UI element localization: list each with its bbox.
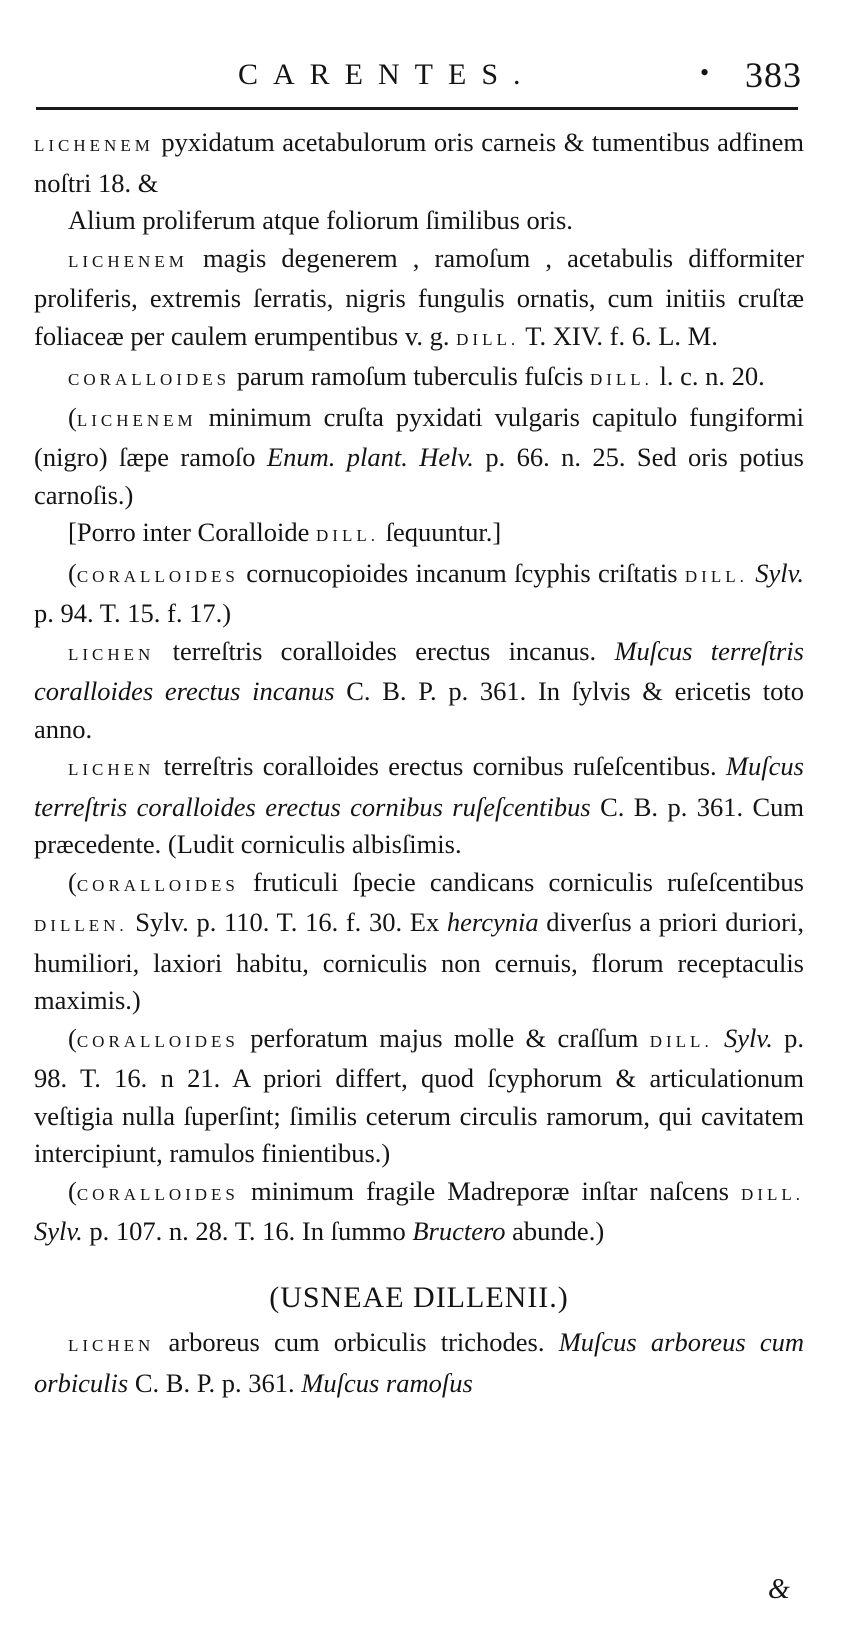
- small-caps-term: LICHENEM: [68, 251, 188, 271]
- text-run: perforatum majus molle & craſſum: [238, 1022, 650, 1053]
- paragraph-p8: [34, 633, 804, 749]
- text-run: T. XIV. f. 6. L. M.: [519, 320, 718, 351]
- small-caps-term: CORALLOIDES: [68, 370, 231, 389]
- text-run: p. 98. T. 16. n 21. A priori differt, quod ſcyphorum & articulationum veſtigia nulla ſuperſint; ſimilis ceterum circulis ramorum, qui cavitatem intercipiunt, ramulos finientibus.): [34, 1022, 805, 1168]
- text-run: parum ramoſum tuberculis fuſcis: [230, 361, 590, 391]
- page-number: 383: [745, 55, 802, 95]
- text-run: (: [68, 401, 77, 432]
- small-caps-term: CORALLOIDES: [76, 875, 239, 895]
- text-run: cornucopioides incanum ſcyphis criſtatis: [238, 557, 685, 588]
- paragraph-p11: [34, 1020, 804, 1173]
- small-caps-term: DILLEN.: [34, 916, 128, 935]
- catchword: &: [768, 1574, 790, 1605]
- text-run: pyxidatum acetabulorum oris carneis & tumentibus adfinem noſtri 18. &: [34, 127, 804, 198]
- header-rule: [36, 107, 798, 110]
- small-caps-term: DILL.: [456, 329, 520, 349]
- text-run: diverſus a priori duriori, humiliori, laxiori habitu, corniculis non cernuis, florum receptaculis maximis.): [34, 907, 804, 1015]
- small-caps-term: CORALLOIDES: [76, 1184, 239, 1204]
- text-run: arboreus cum orbiculis trichodes.: [154, 1327, 559, 1357]
- italic-citation: Sylv.: [724, 1022, 773, 1053]
- italic-citation: Muſcus terreſtris coralloides erectus cornibus ruſeſcentibus: [34, 751, 804, 822]
- paragraph-p9: [34, 748, 804, 864]
- italic-citation: Muſcus arboreus cum orbiculis: [34, 1327, 804, 1398]
- italic-citation: Muſcus ramoſus: [301, 1367, 473, 1398]
- text-run: l. c. n. 20.: [652, 361, 765, 391]
- text-run: terreſtris coralloides erectus incanus.: [154, 635, 615, 666]
- text-run: magis degenerem , ramoſum , acetabulis difformiter proliferis, extremis ſerratis, nigris fungulis ornatis, cum initiis cruſtæ foliaceæ per caulem erumpentibus v. g.: [34, 242, 804, 351]
- small-caps-term: DILL.: [589, 370, 653, 389]
- text-run: [713, 1023, 724, 1053]
- paragraph-p10: [34, 864, 804, 1020]
- paragraph-p1: [34, 124, 804, 202]
- text-run: C. B. P. p. 361. In ſylvis & ericetis toto anno.: [34, 676, 804, 744]
- small-caps-term: LICHENEM: [34, 136, 154, 155]
- paragraph-p7: [34, 555, 804, 633]
- entries-usneae: [34, 1324, 804, 1402]
- text-run: ſequuntur.]: [378, 517, 502, 547]
- small-caps-term: LICHENEM: [76, 410, 197, 430]
- paragraph-p3: [34, 240, 804, 359]
- italic-citation: Sylv.: [755, 557, 805, 588]
- small-caps-term: LICHEN: [68, 644, 155, 664]
- small-caps-term: DILL.: [316, 526, 379, 545]
- paragraph-p4: [34, 358, 804, 399]
- text-run: minimum cruſta pyxidati vulgaris capitulo fungiformi (nigro) ſæpe ramoſo: [34, 401, 804, 472]
- running-head: [38, 48, 808, 100]
- paragraph-p6: [34, 514, 804, 555]
- text-run: fruticuli ſpecie candicans corniculis ruſeſcentibus: [238, 866, 804, 897]
- text-run: p. 94. T. 15. f. 17.): [34, 598, 232, 628]
- small-caps-term: CORALLOIDES: [76, 1031, 239, 1051]
- italic-citation: Enum. plant. Helv.: [266, 442, 474, 472]
- section-heading: (USNEAE DILLENII.): [269, 1280, 569, 1314]
- text-run: p. 66. n. 25. Sed oris potius carnoſis.): [34, 442, 804, 510]
- text-run: Sylv. p. 110. T. 16. f. 30. Ex: [127, 907, 447, 937]
- text-run: Alium proliferum atque foliorum ſimilibus oris.: [68, 205, 573, 235]
- italic-citation: Muſcus terreſtris coralloides erectus incanus: [34, 635, 804, 706]
- text-run: p. 107. n. 28. T. 16. In ſummo: [82, 1216, 413, 1246]
- paragraph-p12: [34, 1173, 804, 1251]
- text-run: minimum fragile Madreporæ inſtar naſcens: [238, 1175, 742, 1206]
- paragraph-p5: [34, 399, 804, 515]
- small-caps-term: LICHEN: [68, 1336, 155, 1355]
- text-run: [Porro inter Coralloide: [68, 517, 317, 547]
- entries-lichenem-coralloides: [34, 124, 804, 1251]
- paragraph-p2: [34, 202, 804, 240]
- small-caps-term: LICHEN: [68, 760, 155, 779]
- text-run: terreſtris coralloides erectus cornibus ruſeſcentibus.: [154, 751, 726, 781]
- head-ornament-dot: •: [700, 58, 710, 87]
- small-caps-term: CORALLOIDES: [76, 566, 239, 586]
- text-run: (: [68, 1175, 77, 1206]
- running-title: CARENTES.: [238, 58, 536, 91]
- paragraph-p13: [34, 1324, 804, 1402]
- text-run: C. B. p. 361. Cum præcedente. (Ludit corniculis albisſimis.: [34, 791, 805, 859]
- text-run: abunde.): [505, 1216, 605, 1246]
- body-text: [34, 124, 804, 1402]
- small-caps-term: DILL.: [649, 1031, 713, 1051]
- text-run: C. B. P. p. 361.: [128, 1367, 302, 1398]
- small-caps-term: DILL.: [684, 566, 748, 586]
- small-caps-term: DILL.: [741, 1184, 804, 1204]
- text-run: (: [68, 557, 77, 588]
- text-run: (: [68, 866, 77, 897]
- italic-citation: hercynia: [446, 907, 539, 937]
- italic-citation: Bructero: [412, 1216, 506, 1246]
- italic-citation: Sylv.: [34, 1216, 83, 1246]
- text-run: (: [68, 1022, 77, 1053]
